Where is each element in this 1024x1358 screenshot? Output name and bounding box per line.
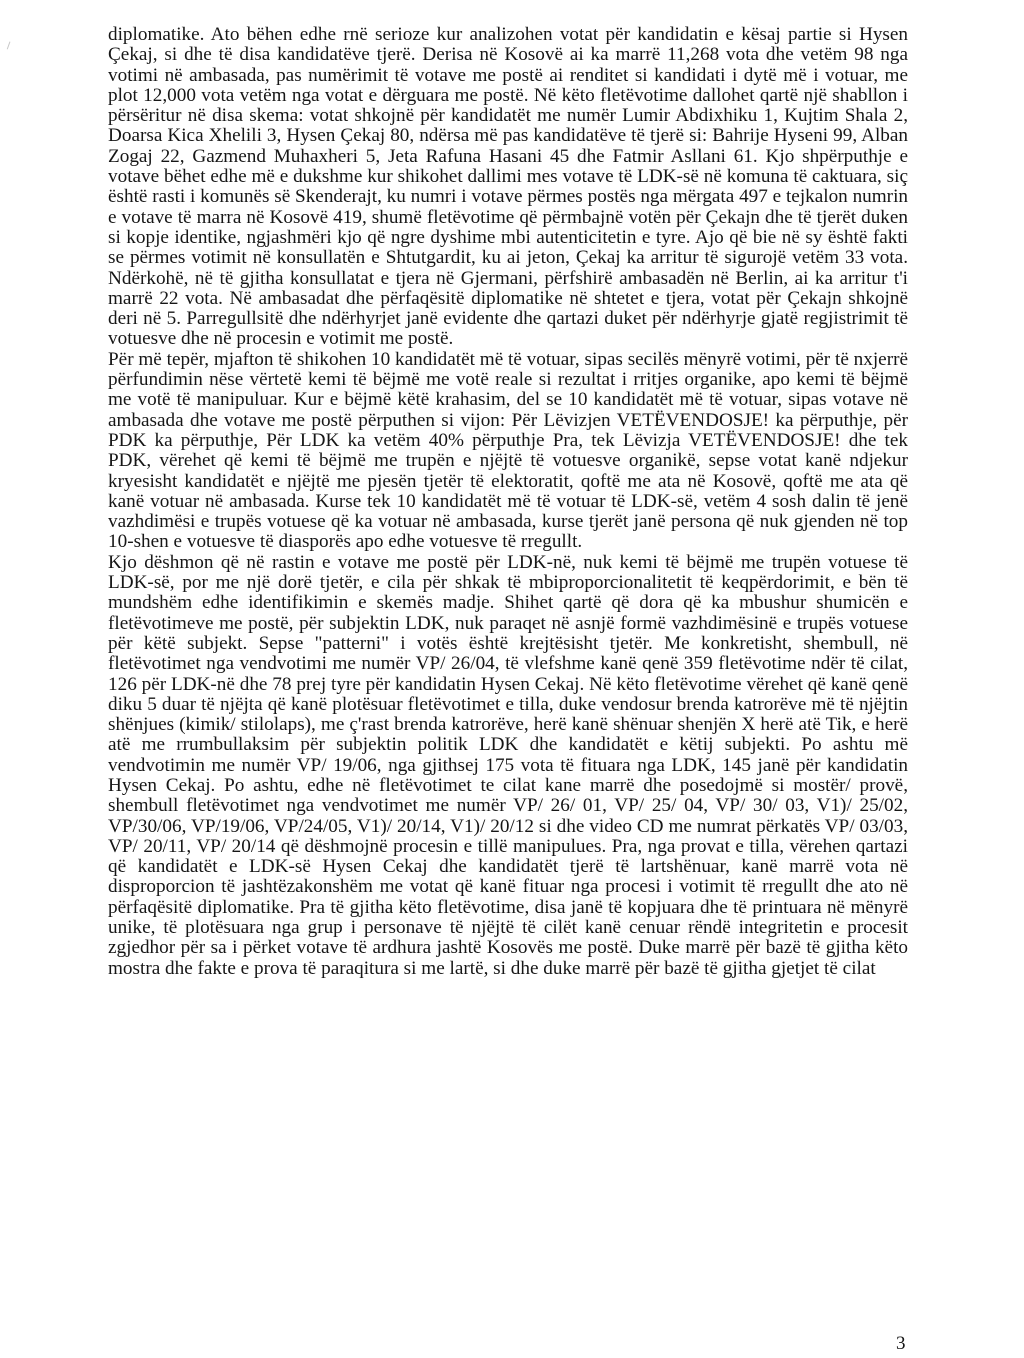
- page-number: 3: [896, 1333, 906, 1354]
- document-page: [108, 25, 908, 979]
- body-paragraph-2: Për më tepër, mjafton të shikohen 10 kandidatët më të votuar, sipas secilës mënyrë votimi, për të nxjerrë përfundimin nëse vërtetë kemi të bëjmë me votë reale si rezultat i rritjes organike, apo kemi të bëjmë me votë të manipuluar. Kur e bëjmë këtë krahasim, del se 10 kandidatët më të votuar, sipas votave në ambasada dhe votave me postë përputhen si vijon: Për Lëvizjen VETËVENDOSJE! ka përputhje, për PDK ka përputhje, Për LDK ka vetëm 40% përputhje Pra, tek Lëvizja VETËVENDOSJE! dhe tek PDK, vërehet që kemi të bëjmë me trupën e njëjtë të votuesve organikë, sepse votat kanë ndjekur kryesisht kandidatët e njëjtë me pjesën tjetër të elektoratit, qoftë me ata në Kosovë, qoftë me ata që kanë votuar në ambasada. Kurse tek 10 kandidatët më të votuar të LDK-së, vetëm 4 sosh dalin të jenë vazhdimësi e trupës votuese që ka votuar në ambasada, kurse tjerët janë persona që nuk gjenden në top 10-shen e votuesve të diasporës apo edhe votuesve të rregullt.: [108, 348, 908, 553]
- body-paragraph-3: Kjo dëshmon që në rastin e votave me postë për LDK-në, nuk kemi të bëjmë me trupën votuese të LDK-së, por me një dorë tjetër, e cila për shkak të mbiproporcionalitetit të keqpërdorimit, e bën të mundshëm edhe identifikimin e skemës madje. Shihet qartë që dora që ka mbushur shumicën e fletëvotimeve me postë, për subjektin LDK, nuk paraqet në asnjë formë vazhdimësinë e trupës votuese për këtë subjekt. Sepse "patterni" i votës është krejtësisht tjetër. Me konkretisht, shembull, në fletëvotimet nga vendvotimi me numër VP/ 26/04, të vlefshme kanë qenë 359 fletëvotime ndër të cilat, 126 për LDK-në dhe 78 prej tyre për kandidatin Hysen Cekaj. Në këto fletëvotime vërehet që kanë qenë diku 5 duar të njëjta që kanë plotësuar fletëvotimet e tilla, duke vendosur brenda katrorëve më të njëjtin shënjues (kimik/ stilolaps), me ç'rast brenda katrorëve, herë kanë shënuar shenjën X herë atë Tik, e herë atë me rrumbullaksim për subjektin politik LDK dhe kandidatët e këtij subjekti. Po ashtu më vendvotimin me numër VP/ 19/06, nga gjithsej 175 vota të fituara nga LDK, 145 janë për kandidatin Hysen Cekaj. Po ashtu, edhe në fletëvotimet te cilat kane marrë dhe posedojmë si mostër/ provë, shembull fletëvotimet nga vendvotimet me numër VP/ 26/ 01, VP/ 25/ 04, VP/ 30/ 03, V1)/ 25/02, VP/30/06, VP/19/06, VP/24/05, V1)/ 20/14, V1)/ 20/12 si dhe video CD me numrat përkatës VP/ 03/03, VP/ 20/11, VP/ 20/14 që dëshmojnë procesin e tillë manipulues. Pra, nga provat e tilla, vërehen qartazi që kandidatët e LDK-së Hysen Cekaj dhe kandidatët tjerë të lartshënuar, kanë marrë vota në disproporcion të jashtëzakonshëm me votat që kanë fituar nga procesi i votimit të rregullt dhe ato në përfaqësitë diplomatike. Pra të gjitha këto fletëvotime, disa janë të kopjuara dhe të printuara në mënyrë unike, të plotësuara nga grup i personave të njëjtë të cilët kanë cenuar rëndë integritetin e procesit zgjedhor për sa i përket votave të ardhura jashtë Kosovës me postë. Duke marrë për bazë të gjitha këto mostra dhe fakte e prova të paraqitura si me lartë, si dhe duke marrë për bazë të gjitha gjetjet të cilat: [108, 551, 908, 979]
- body-paragraph-1: diplomatike. Ato bëhen edhe rnë serioze kur analizohen votat për kandidatin e kësaj partie si Hysen Çekaj, si dhe të disa kandidatëve tjerë. Derisa në Kosovë ai ka marrë 11,268 vota dhe vetëm 98 nga votimi në ambasada, pas numërimit të votave me postë ai renditet si kandidati i dytë më i votuar, me plot 12,000 vota vetëm nga votat e dërguara me postë. Në këto fletëvotime dallohet qartë një shabllon i përsëritur në disa skema: votat shkojnë për kandidatët me numër Lumir Abdixhiku 1, Kujtim Shala 2, Doarsa Kica Xhelili 3, Hysen Çekaj 80, ndërsa më pas kandidatëve të tjerë si: Bahrije Hyseni 99, Alban Zogaj 22, Gazmend Muhaxheri 5, Jeta Rafuna Hasani 45 dhe Fatmir Asllani 61. Kjo shpërputhje e votave bëhet edhe më e dukshme kur shikohet dallimi mes votave të LDK-së në komuna të caktuara, siç është rasti i komunës së Skenderajt, ku numri i votave përmes postës nga mërgata 497 e tejkalon numrin e votave të marra në Kosovë 419, shumë fletëvotime që përmbajnë votën për Çekajn dhe të tjerët duken si kopje identike, ngjashmëri kjo që ngre dyshime mbi autenticitetin e tyre. Ajo që bie në sy është fakti se përmes votimit në konsullatën e Shtutgardit, ku ai jeton, Çekaj ka arritur të sigurojë vetëm 33 vota. Ndërkohë, në të gjitha konsullatat e tjera në Gjermani, përfshirë ambasadën në Berlin, ai ka arritur t'i marrë 22 vota. Në ambasadat dhe përfaqësitë diplomatike në shtetet e tjera, votat për Çekajn shkojnë deri në 5. Parregullsitë dhe ndërhyrjet janë evidente dhe qartazi duket për ndërhyrje gjatë regjistrimit të votuesve dhe në procesin e votimit me postë.: [108, 24, 909, 350]
- margin-scan-mark: [7, 42, 13, 51]
